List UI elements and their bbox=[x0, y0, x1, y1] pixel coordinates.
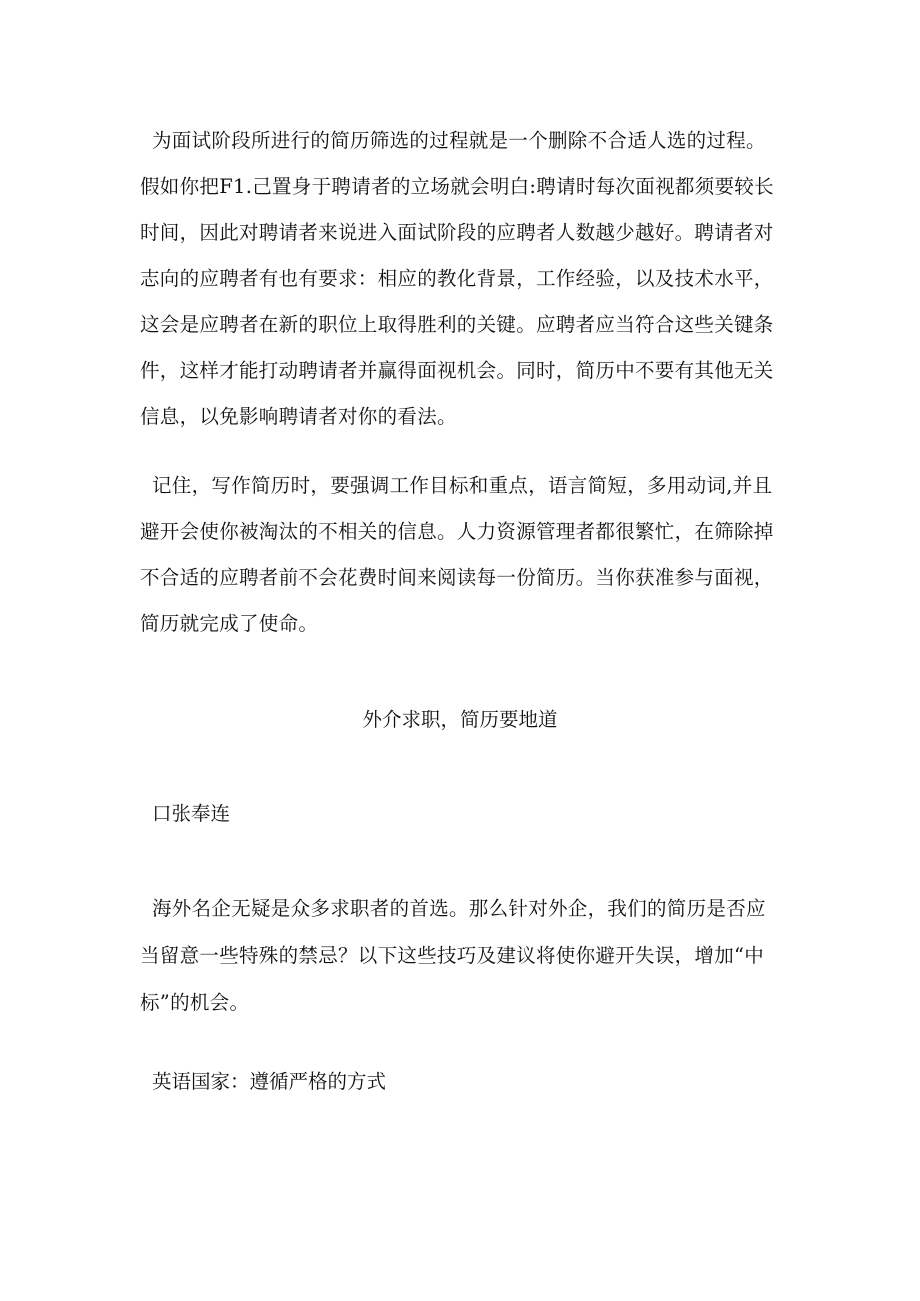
paragraph-foreign-companies bbox=[140, 885, 780, 1026]
paragraph-remember bbox=[140, 463, 780, 647]
subheading: 英语国家：遵循严格的方式 bbox=[152, 1070, 387, 1093]
section-title: 外介求职，简历要地道 bbox=[362, 708, 558, 731]
paragraph-text: 海外名企无疑是众多求职者的首选。那么针对外企，我们的简历是否应当留意一些特殊的禁忌？以下这些技巧及建议将使你避开失误，增加“中标”的机会。 bbox=[140, 897, 766, 1014]
paragraph-text: 为面试阶段所进行的简历筛选的过程就是一个删除不合适人选的过程。假如你把F1.己置身于聘请者的立场就会明白:聘请时每次面视都须要较长时间，因此对聘请者来说进入面试阶段的应聘者人数越少越好。聘请者对志向的应聘者有也有要求：相应的教化背景，工作经验，以及技术水平，这会是应聘者在新的职位上取得胜利的关键。应聘者应当符合这些关键条件，这样才能打动聘请者并赢得面视机会。同时，简历中不要有其他无关信息，以免影响聘请者对你的看法。 bbox=[140, 129, 774, 428]
author-line: 口张奉连 bbox=[152, 802, 231, 825]
paragraph-text: 记住，写作简历时，要强调工作目标和重点，语言简短，多用动词,并且避开会使你被淘汰的不相关的信息。人力资源管理者都很繁忙，在筛除掉不合适的应聘者前不会花费时间来阅读每一份简历。当你获准参与面视，简历就完成了使命。 bbox=[140, 474, 774, 635]
paragraph-resume-screening bbox=[140, 118, 780, 440]
